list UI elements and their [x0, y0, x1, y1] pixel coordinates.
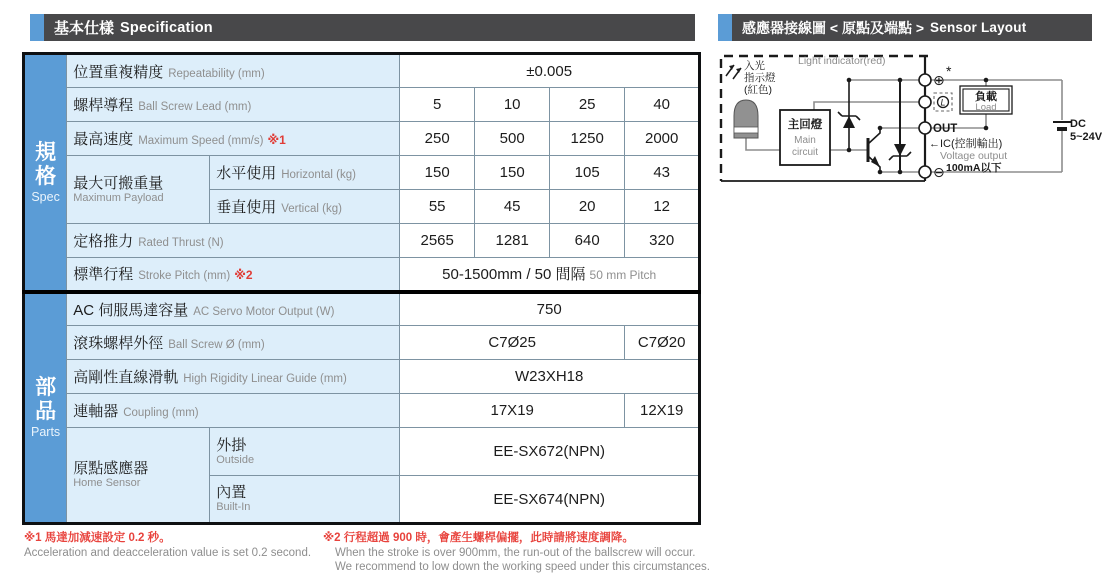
label-ball-screw-lead: 螺桿導程 Ball Screw Lead (mm): [67, 88, 400, 122]
value-lead-4: 40: [625, 88, 700, 122]
main-circuit-label-en-2: circuit: [791, 147, 819, 158]
table-row: [24, 224, 700, 258]
group-spec-en: Spec: [31, 189, 60, 204]
terminal-out-circle: [919, 122, 931, 134]
sensor-layout-header: [718, 14, 1092, 41]
table-row: [24, 326, 700, 360]
terminal-l-label: L: [940, 97, 946, 108]
transistor-emitter-arrow: [871, 156, 880, 167]
group-header-spec: [24, 54, 67, 292]
value-vertical-1: 55: [400, 190, 475, 224]
footnote-2-en-1: When the stroke is over 900mm, the run-out of the ballscrew will occur.: [335, 546, 696, 559]
label-outside: 外掛 Outside: [210, 428, 400, 476]
value-lead-3: 25: [550, 88, 625, 122]
group-header-parts: [24, 292, 67, 524]
value-sensor-builtin: EE-SX674(NPN): [400, 476, 700, 524]
asterisk-label: *: [946, 63, 952, 79]
footnote-1: [24, 531, 311, 560]
value-sensor-outside: EE-SX672(NPN): [400, 428, 700, 476]
current-limit-label: 100mA以下: [946, 162, 1002, 174]
table-row: [24, 156, 700, 190]
value-thrust-4: 320: [625, 224, 700, 258]
light-indicator-label-zh-1: 入光: [744, 60, 765, 72]
led-indicator-icon: [734, 100, 758, 138]
value-lead-1: 5: [400, 88, 475, 122]
value-speed-1: 250: [400, 122, 475, 156]
terminal-minus-label: ⊖: [933, 164, 945, 180]
sensor-title-zh: 感應器接線圖 < 原點及端點 >: [742, 19, 925, 36]
label-home-sensor: 原點感應器 Home Sensor: [67, 428, 210, 524]
footnote-1-en: Acceleration and deacceleration value is set 0.2 second.: [24, 546, 312, 559]
label-stroke-pitch: 標準行程 Stroke Pitch (mm) ※2: [67, 258, 400, 292]
value-servo-output: 750: [400, 292, 700, 326]
footnote-2: [323, 531, 710, 575]
label-ball-screw-dia: 滾珠螺桿外徑 Ball Screw Ø (mm): [67, 326, 400, 360]
label-servo-output: AC 伺服馬達容量 AC Servo Motor Output (W): [67, 292, 400, 326]
value-thrust-1: 2565: [400, 224, 475, 258]
value-screw-dia-1: C7Ø25: [400, 326, 625, 360]
footnote-2-en-2: We recommend to low down the working speed under this circumstances.: [335, 561, 710, 573]
value-coupling-2: 12X19: [625, 394, 700, 428]
value-linear-guide: W23XH18: [400, 360, 700, 394]
load-label-zh: 負載: [975, 91, 997, 103]
value-coupling-1: 17X19: [400, 394, 625, 428]
value-horizontal-1: 150: [400, 156, 475, 190]
table-row: [24, 54, 700, 88]
table-row: [24, 292, 700, 326]
sensor-layout-title: [732, 14, 1092, 41]
accent-square-icon: [718, 14, 732, 41]
value-stroke: 50-1500mm / 50 間隔 50 mm Pitch: [400, 258, 700, 292]
light-indicator-label-zh-2: 指示燈: [744, 72, 776, 84]
light-arrows-icon: [726, 65, 741, 79]
accent-square-icon: [30, 14, 44, 41]
value-lead-2: 10: [475, 88, 550, 122]
value-horizontal-4: 43: [625, 156, 700, 190]
group-parts-en: Parts: [31, 425, 61, 440]
label-built-in: 內置 Built-In: [210, 476, 400, 524]
footnote-2-zh: ※2 行程超過 900 時，會產生螺桿偏擺，此時請將速度調降。: [323, 532, 634, 544]
main-circuit-label-zh: 主回燈: [787, 119, 823, 131]
voltage-output-label: Voltage output: [940, 150, 1008, 162]
main-circuit-label-en-1: Main: [794, 135, 816, 146]
value-vertical-4: 12: [625, 190, 700, 224]
value-vertical-2: 45: [475, 190, 550, 224]
group-parts-zh: 部品: [35, 376, 57, 424]
dc-label-2: 5~24V: [1070, 131, 1103, 143]
label-max-payload: 最大可搬重量 Maximum Payload: [67, 156, 210, 224]
value-horizontal-3: 105: [550, 156, 625, 190]
value-vertical-3: 20: [550, 190, 625, 224]
value-speed-3: 1250: [550, 122, 625, 156]
terminal-plus-circle: [919, 74, 931, 86]
value-screw-dia-2: C7Ø20: [625, 326, 700, 360]
label-vertical: 垂直使用 Vertical (kg): [210, 190, 400, 224]
label-horizontal: 水平使用 Horizontal (kg): [210, 156, 400, 190]
label-max-speed: 最高速度 Maximum Speed (mm/s) ※1: [67, 122, 400, 156]
footnote-mark-2: ※2: [234, 268, 253, 283]
label-repeatability: 位置重複精度 Repeatability (mm): [67, 54, 400, 88]
light-indicator-label-en: Light indicator(red): [798, 55, 886, 67]
sensor-title-en: Sensor Layout: [930, 20, 1027, 35]
terminal-out-label: OUT: [933, 123, 958, 135]
group-spec-zh: 規格: [35, 140, 57, 188]
spec-title-en: Specification: [120, 19, 213, 36]
load-label-en: Load: [975, 102, 997, 113]
footnote-mark-1: ※1: [267, 133, 286, 147]
label-rated-thrust: 定格推力 Rated Thrust (N): [67, 224, 400, 258]
table-row: [24, 360, 700, 394]
terminal-l-circle: [919, 96, 931, 108]
label-linear-guide: 高剛性直線滑軌 High Rigidity Linear Guide (mm): [67, 360, 400, 394]
value-repeatability: ±0.005: [400, 54, 700, 88]
specification-table: [22, 52, 701, 525]
label-coupling: 連軸器 Coupling (mm): [67, 394, 400, 428]
value-thrust-3: 640: [550, 224, 625, 258]
terminal-minus-circle: [919, 166, 931, 178]
value-speed-4: 2000: [625, 122, 700, 156]
ic-output-label: ←IC(控制輸出): [929, 138, 1003, 150]
spec-title-zh: 基本仕樣: [54, 20, 115, 37]
table-row: [24, 122, 700, 156]
table-row: [24, 394, 700, 428]
dc-label-1: DC: [1070, 118, 1086, 130]
value-horizontal-2: 150: [475, 156, 550, 190]
table-row: [24, 258, 700, 292]
terminal-plus-label: ⊕: [933, 72, 945, 88]
spec-section-title: [44, 14, 695, 41]
table-row: [24, 428, 700, 476]
table-row: [24, 88, 700, 122]
value-thrust-2: 1281: [475, 224, 550, 258]
value-speed-2: 500: [475, 122, 550, 156]
footnote-1-zh: ※1 馬達加減速設定 0.2 秒。: [24, 532, 171, 544]
spec-section-header: [30, 14, 695, 41]
light-indicator-label-zh-3: (紅色): [744, 84, 772, 96]
sensor-wiring-diagram: [718, 50, 1110, 202]
